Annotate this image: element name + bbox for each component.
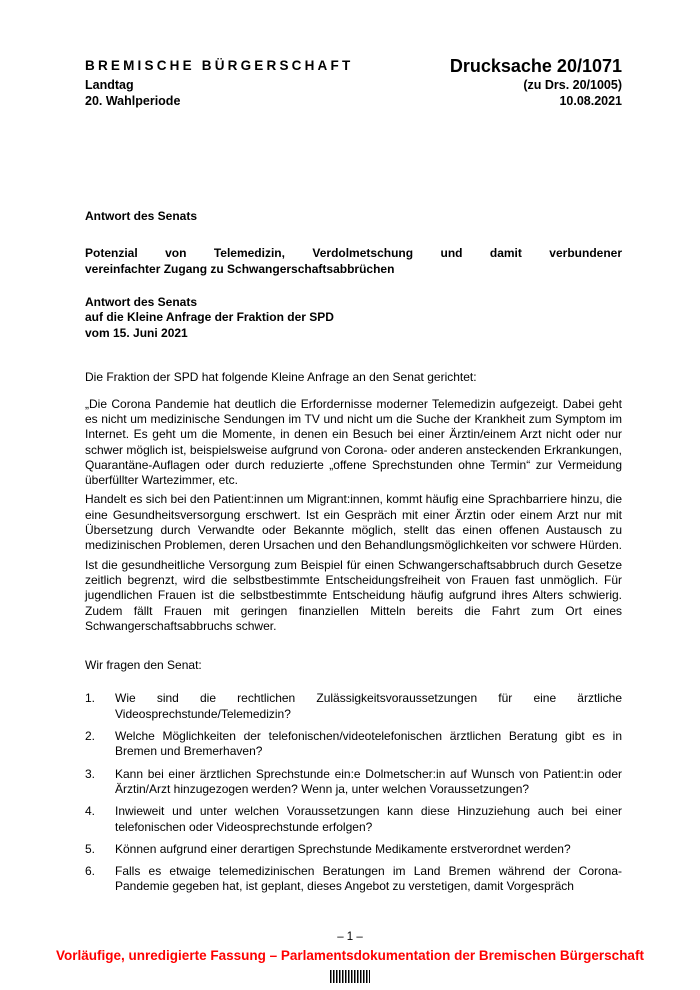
header-org-block bbox=[85, 55, 353, 109]
questions-intro: Wir fragen den Senat: bbox=[85, 658, 202, 673]
question-text: Können aufgrund einer derartigen Sprechstunde Medikamente erstverordnet werden? bbox=[115, 841, 571, 856]
doc-date: 10.08.2021 bbox=[559, 94, 622, 108]
question-item bbox=[85, 691, 622, 722]
document-title-line2: vereinfachter Zugang zu Schwangerschaftsabbrüchen bbox=[85, 261, 395, 276]
question-text: Falls es etwaige telemedizinischen Beratungen im Land Bremen während der Corona-Pandemie gegeben hat, ist geplant, dieses Angebot zu verstetigen, damit Vorgespräch bbox=[115, 864, 622, 894]
page-number: – 1 – bbox=[337, 931, 363, 943]
question-number: 3. bbox=[85, 766, 96, 781]
question-number: 4. bbox=[85, 804, 96, 819]
subtitle-block bbox=[85, 295, 622, 342]
question-item bbox=[85, 804, 622, 835]
question-item bbox=[85, 864, 622, 895]
question-number: 6. bbox=[85, 864, 96, 879]
body-paragraph: Handelt es sich bei den Patient:innen um Migrant:innen, kommt häufig eine Sprachbarriere hinzu, die eine Gesundheitsversorgung erschwert. Ist ein Gespräch mit einer Ärztin oder einem Arzt nur mit Übersetzung durch Verwandte oder Bekannte möglich, stellt das einen offenen Austausch zu medizinischen Problemen, deren Ursachen und den Behandlungsmöglichkeiten vor schwere Hürden. bbox=[85, 492, 622, 553]
body-paragraph: „Die Corona Pandemie hat deutlich die Erfordernisse moderner Telemedizin aufgezeigt. Dabei geht es nicht um medizinische Sendungen im TV und nicht um die Suche der Krankheit zum Symptom im Internet. Es geht um die Momente, in denen ein Besuch bei einer Ärztin/einem Arzt nicht oder nur schwer möglich ist, beispielsweise aufgrund von Corona- oder anderen ansteckenden Erkrankungen, Quarantäne-Auflagen oder durch reduzierte „offene Sprechstunden ohne Termin“ zur Vermeidung überfüllter Wartezimmer, etc. bbox=[85, 396, 622, 488]
question-item bbox=[85, 729, 622, 760]
document-title-line1: Potenzial von Telemedizin, Verdolmetschung und damit verbundener bbox=[85, 246, 622, 261]
question-item bbox=[85, 842, 622, 857]
subtitle-datum: vom 15. Juni 2021 bbox=[85, 325, 188, 340]
page-content bbox=[85, 55, 622, 895]
question-text: Welche Möglichkeiten der telefonischen/videotelefonischen ärztlichen Beratung gibt es in Bremen und Bremerhaven? bbox=[115, 729, 622, 759]
question-number: 5. bbox=[85, 841, 96, 856]
questions-list bbox=[85, 691, 622, 894]
document-header bbox=[85, 55, 622, 109]
question-text: Wie sind die rechtlichen Zulässigkeitsvoraussetzungen für eine ärztliche Videosprechstunde/Telemedizin? bbox=[115, 691, 622, 721]
question-item bbox=[85, 767, 622, 798]
question-number: 1. bbox=[85, 691, 96, 706]
question-text: Kann bei einer ärztlichen Sprechstunde ein:e Dolmetscher:in auf Wunsch von Patient:in oder Ärztin/Arzt hinzugezogen werden? Wenn ja, unter welchen Voraussetzungen? bbox=[115, 766, 622, 796]
org-name: BREMISCHE BÜRGERSCHAFT bbox=[85, 58, 354, 73]
intro-text: Die Fraktion der SPD hat folgende Kleine Anfrage an den Senat gerichtet: bbox=[85, 370, 477, 385]
header-doc-block bbox=[450, 55, 622, 109]
document-title bbox=[85, 246, 622, 277]
subtitle-anfrage: auf die Kleine Anfrage der Fraktion der SPD bbox=[85, 310, 334, 325]
doc-number: Drucksache 20/1071 bbox=[449, 56, 622, 76]
barcode-icon bbox=[330, 970, 370, 983]
question-text: Inwieweit und unter welchen Voraussetzungen kann diese Hinzuziehung auch bei einer telefonischen oder Videosprechstunde erfolgen? bbox=[115, 804, 622, 834]
section-label: Antwort des Senats bbox=[85, 209, 198, 223]
org-subtitle-landtag: Landtag bbox=[85, 78, 134, 92]
org-subtitle-wahlperiode: 20. Wahlperiode bbox=[85, 94, 181, 108]
subtitle-antwort: Antwort des Senats bbox=[85, 294, 198, 309]
question-number: 2. bbox=[85, 729, 96, 744]
body-paragraph: Ist die gesundheitliche Versorgung zum Beispiel für einen Schwangerschaftsabbruch durch Gesetze zeitlich begrenzt, wird die selbstbestimmte Entscheidungsfreiheit von Frauen fast unmöglich. Für jugendlichen Frauen ist die selbstbestimmte Entscheidung häufig aufgrund ihres Alters schwierig. Zudem fällt Frauen mit geringen finanziellen Mitteln bereits die Fahrt zum Ort eines Schwangerschaftsabbruchs schwer. bbox=[85, 557, 622, 633]
footer-notice: Vorläufige, unredigierte Fassung – Parlamentsdokumentation der Bremischen Bürgerschaft bbox=[56, 948, 644, 963]
doc-reference: (zu Drs. 20/1005) bbox=[523, 78, 622, 92]
